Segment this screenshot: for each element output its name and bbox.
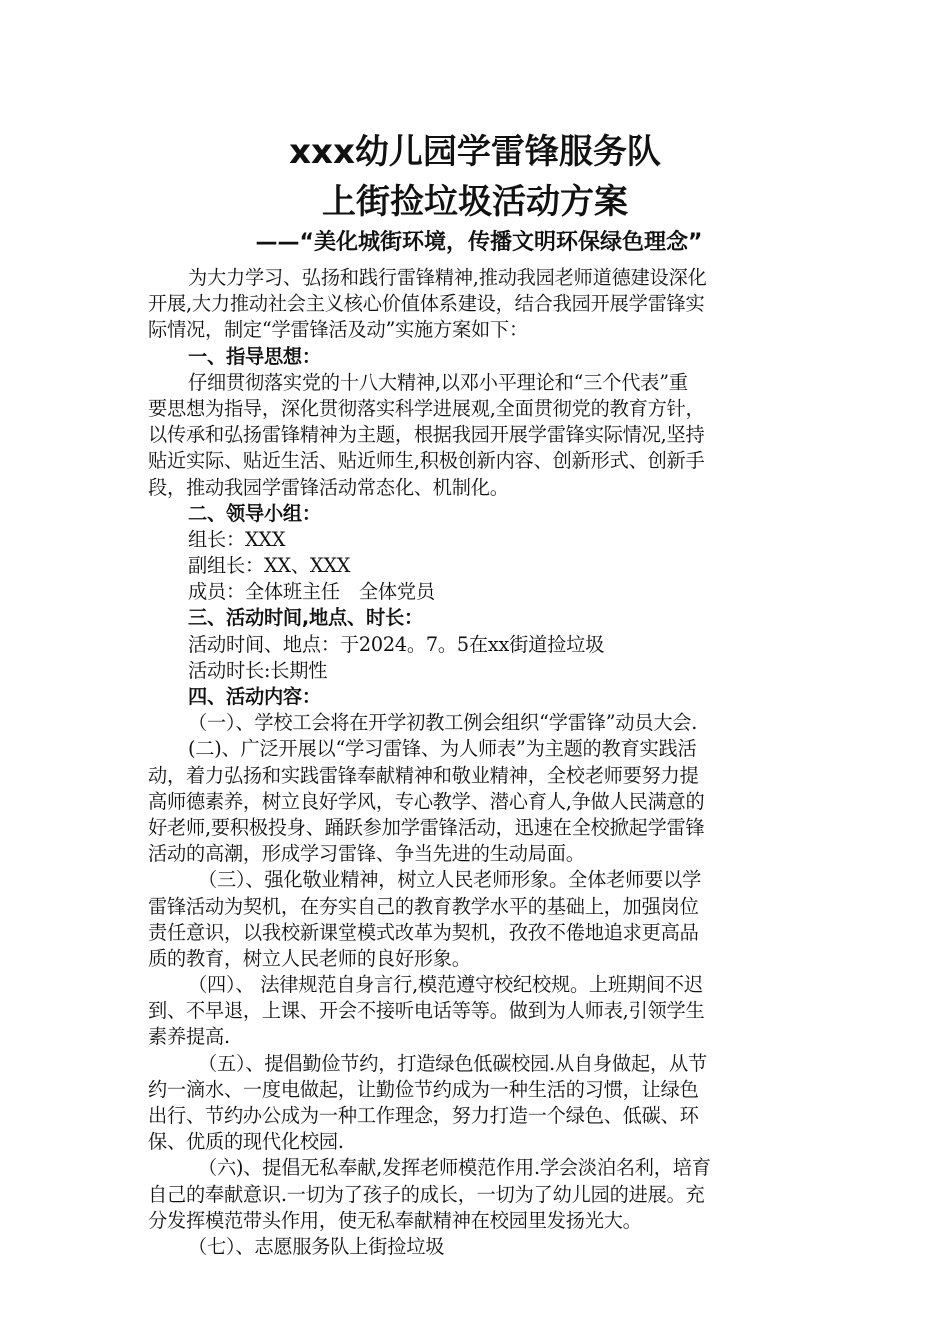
paragraph-line: 副组长：XX、XXX	[188, 554, 351, 578]
document-title-line-2: 上街捡垃圾活动方案	[322, 182, 628, 222]
paragraph-line: （六)、提倡无私奉献,发挥老师模范作用.学会淡泊名利，培育	[198, 1156, 711, 1180]
paragraph-line: 分发挥模范带头作用，使无私奉献精神在校园里发扬光大。	[148, 1208, 642, 1232]
paragraph-line: 约一滴水、一度电做起，让勤俭节约成为一种生活的习惯，让绿色	[148, 1077, 699, 1101]
section-heading: 三、活动时间,地点、时长：	[188, 606, 423, 630]
paragraph-line: 质的教育，树立人民老师的良好形象。	[148, 946, 471, 970]
paragraph-line: 雷锋活动为契机，在夯实自己的教育教学水平的基础上，加强岗位	[148, 894, 699, 918]
paragraph-line: (二)、广泛开展以“学习雷锋、为人师表”为主题的教育实践活	[188, 737, 697, 761]
section-heading: 二、领导小组：	[188, 501, 321, 525]
paragraph-line: 成员：全体班主任 全体党员	[188, 580, 435, 604]
paragraph-line: 要思想为指导，深化贯彻落实科学进展观,全面贯彻党的教育方针，	[148, 396, 705, 420]
paragraph-line: 活动时长:长期性	[188, 658, 328, 682]
paragraph-line: （三）、强化敬业精神，树立人民老师形象。全体老师要以学	[198, 868, 702, 892]
paragraph-line: 仔细贯彻落实党的十八大精神,以邓小平理论和“三个代表”重	[188, 370, 688, 394]
paragraph-line: 活动的高潮，形成学习雷锋、争当先进的生动局面。	[148, 842, 585, 866]
paragraph-line: 际情况，制定“学雷锋活及动”实施方案如下：	[148, 318, 528, 342]
paragraph-line: 贴近实际、贴近生活、贴近师生,积极创新内容、创新形式、创新手	[148, 449, 705, 473]
paragraph-line: （七）、志愿服务队上街捡垃圾	[188, 1234, 445, 1258]
paragraph-line: 高师德素养，树立良好学风，专心教学、潜心育人,争做人民满意的	[148, 789, 705, 813]
paragraph-line: 出行、节约办公成为一种工作理念，努力打造一个绿色、低碳、环	[148, 1104, 699, 1127]
paragraph-line: 组长：XXX	[188, 527, 286, 551]
paragraph-line: 活动时间、地点：于2024。7。5在xx街道捡垃圾	[188, 632, 605, 656]
paragraph-line: （一）、学校工会将在开学初教工例会组织“学雷锋”动员大会.	[188, 711, 698, 735]
paragraph-line: 到、不早退，上课、开会不接听电话等等。做到为人师表,引领学生	[148, 999, 705, 1023]
paragraph-line: 自己的奉献意识.一切为了孩子的成长，一切为了幼儿园的进展。充	[148, 1182, 705, 1206]
paragraph-line: 段，推动我园学雷锋活动常态化、机制化。	[148, 475, 509, 499]
section-heading: 四、活动内容：	[188, 685, 321, 708]
document-subtitle: ——“美化城街环境，传播文明环保绿色理念”	[255, 230, 703, 255]
paragraph-line: 为大力学习、弘扬和践行雷锋精神,推动我园老师道德建设深化	[188, 266, 707, 289]
paragraph-line: （四）、 法律规范自身言行,模范遵守校纪校规。上班期间不迟	[188, 973, 703, 997]
paragraph-line: （五）、提倡勤俭节约，打造绿色低碳校园.从自身做起，从节	[198, 1051, 707, 1075]
section-heading: 一、指导思想：	[188, 344, 321, 368]
document-body	[148, 265, 808, 1260]
document-title-line-1: xxx幼儿园学雷锋服务队	[289, 132, 661, 172]
paragraph-line: 责任意识，以我校新课堂模式改革为契机，孜孜不倦地追求更高品	[148, 920, 699, 944]
paragraph-line: 素养提高.	[148, 1025, 230, 1049]
paragraph-line: 开展,大力推动社会主义核心价值体系建设，结合我园开展学雷锋实	[148, 292, 705, 316]
paragraph-line: 保、优质的现代化校园.	[148, 1130, 344, 1154]
paragraph-line: 好老师,要积极投身、踊跃参加学雷锋活动，迅速在全校掀起学雷锋	[148, 815, 705, 839]
paragraph-line: 以传承和弘扬雷锋精神为主题，根据我园开展学雷锋实际情况,坚持	[148, 423, 705, 447]
paragraph-line: 动，着力弘扬和实践雷锋奉献精神和敬业精神，全校老师要努力提	[148, 763, 699, 787]
